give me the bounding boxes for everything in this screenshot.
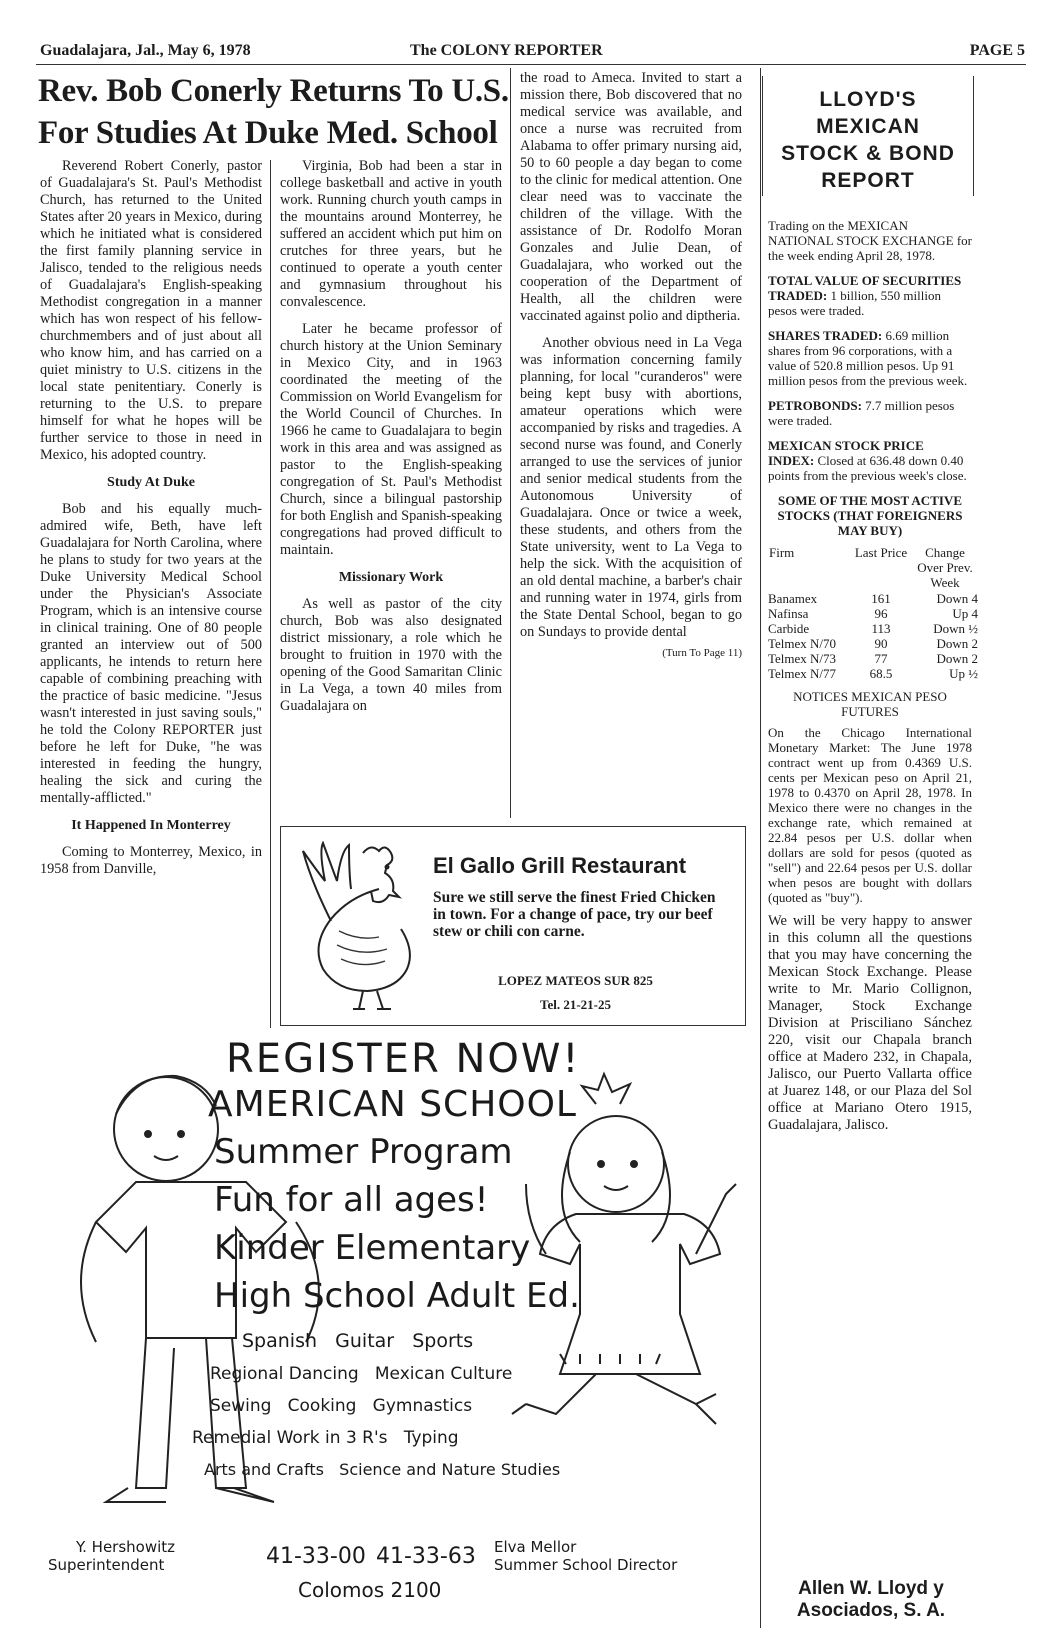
superintendent-name: Y. Hershowitz xyxy=(76,1538,176,1556)
subject-line: Spanish Guitar Sports xyxy=(242,1330,474,1352)
table-row xyxy=(768,666,978,681)
stock-change: Up 4 xyxy=(952,606,978,621)
stock-price: 77 xyxy=(874,651,888,666)
page-number: PAGE 5 xyxy=(969,42,1025,59)
table-row xyxy=(768,651,978,666)
article-paragraph: Bob and his equally much-admired wife, Beth, have left Guadalajara for North Carolina, where he plans to study for two years at the Duke University Medical School under the Physician's Associate Program, which is an intensive course in clinical training. One of 80 people granted an interview out of 500 applicants, he intends to return here capable of combining preaching with the practice of basic medicine. "Jesus wasn't interested in just saving souls," he told the Colony REPORTER just before he left for Duke, "he was interested in feeding the hungry, healing the sick and curing the mentally-afflicted." xyxy=(40,501,262,806)
lloyd-sign-2: Asociados, S. A. xyxy=(796,1600,946,1621)
stock-firm: Banamex xyxy=(768,591,818,606)
lloyd-title-4: REPORT xyxy=(821,169,915,192)
gallo-body: Sure we still serve the finest Fried Chicken in town. For a change of pace, try our beef stew or chili con carne. xyxy=(433,889,716,940)
lloyd-title-box xyxy=(762,76,974,196)
article-paragraph: the road to Ameca. Invited to start a mission there, Bob discovered that no medical service was available, and once a nurse was recruited from Alabama to offer primary nursing aid, 50 to 60 people a day began to come to the clinic for medical attention. One clear need was to vaccinate the children of the village. With the assistance of Dr. Rodolfo Moran Gonzales and Julie Dean, of Guadalajara, who worked out the cooperation of the Department of Health, all the children were vaccinated against polio and diptheria. xyxy=(520,70,742,324)
high-school-adult-ed: High School Adult Ed. xyxy=(214,1276,580,1316)
lloyd-index xyxy=(768,438,972,483)
article-paragraph: Coming to Monterrey, Mexico, in 1958 from Danville, xyxy=(40,844,262,877)
gallo-title: El Gallo Grill Restaurant xyxy=(433,853,687,878)
gallo-phone: Tel. 21-21-25 xyxy=(539,997,612,1012)
lloyd-signature xyxy=(770,1578,972,1622)
table-row xyxy=(768,621,978,636)
column-rule xyxy=(760,68,761,1628)
subhead-missionary-work: Missionary Work xyxy=(338,570,444,585)
register-now: REGISTER NOW! xyxy=(226,1036,581,1082)
school-name: AMERICAN SCHOOL xyxy=(208,1084,577,1125)
article-paragraph: As well as pastor of the city church, Bob was also designated district missionary, a role which he brought to fruition in 1970 with the opening of the Good Samaritan Clinic in La Vega, a town 40 miles from Guadalajara on xyxy=(280,596,502,714)
lloyd-index-head: MEXICAN STOCK PRICE INDEX: xyxy=(768,438,924,468)
article-paragraph: Reverend Robert Conerly, pastor of Guadalajara's St. Paul's Methodist Church, has returned to the United States after 20 years in Mexico, during which he initiated what is considered the first family planning service in Jalisco, tended to the religious needs of Guadalajara's English-speaking Methodist congregation in a manner which has won respect of his fellow-churchmembers and of just about all who know him, and has carried on a quiet ministry to U.S. citizens in the local state penitentiary. Conerly is returning to the U.S. to prepare himself for what he hopes will be further service to those in need in Mexico, his adopted country. xyxy=(40,158,262,463)
stock-change: Up ½ xyxy=(949,666,978,681)
kinder-elementary: Kinder Elementary xyxy=(214,1228,531,1268)
subject-line: Arts and Crafts Science and Nature Studies xyxy=(204,1460,561,1479)
subhead-study-at-duke: Study At Duke xyxy=(107,475,195,490)
column-rule xyxy=(270,160,271,1028)
gallo-address: LOPEZ MATEOS SUR 825 xyxy=(498,973,653,988)
american-school-ad xyxy=(36,1034,756,1634)
stock-change: Down ½ xyxy=(933,621,978,636)
article-paragraph: Later he became professor of church history at the Union Seminary in Mexico City, and in 1963 coordinated the meeting of the Commission on World Evangelism for the World Council of Churches. In 1966 he came to Guadalajara to begin work in this area and was assigned as pastor to the English-speaking congregation of St. Paul's Methodist Church, since a bilingual pastorship for both English and Spanish-speaking congregations had proved difficult to maintain. xyxy=(280,321,502,558)
masthead-rule xyxy=(36,64,1026,65)
lloyd-total-head: TOTAL VALUE OF SECURITIES TRADED: xyxy=(768,273,962,303)
stock-price: 96 xyxy=(874,606,888,621)
lloyd-title-3: STOCK & BOND xyxy=(781,142,955,165)
lloyd-petro-body: 7.7 million pesos were traded. xyxy=(768,398,955,428)
lloyd-intro: Trading on the MEXICAN NATIONAL STOCK EXCHANGE for the week ending April 28, 1978. xyxy=(768,218,973,263)
school-address: Colomos 2100 xyxy=(298,1578,442,1602)
director-name: Elva Mellor xyxy=(494,1538,577,1556)
stock-change: Down 4 xyxy=(936,591,978,606)
lloyd-shares-body: 6.69 million shares from 96 corporations, with a value of 520.8 million pesos. Up 91 million pesos from the previous week. xyxy=(768,328,968,388)
article-paragraph: Another obvious need in La Vega was information concerning family planning, for local "curanderos" were being kept busy with abortions, amateur operations which were accompanied by risks and tragedies. A second nurse was found, and Conerly arranged to use the services of junior and senior medical students from the Autonomous University of Guadalajara. Once or twice a week, these students, and others from the State university, went to La Vega to help the sick. With the acquisition of an old dental machine, a barber's chair and running water in 1974, girls from the State Dental School, began to go on Sundays to provide dental xyxy=(520,335,742,640)
paper-name: The COLONY REPORTER xyxy=(410,42,603,59)
lloyd-report-body xyxy=(768,218,978,1144)
lloyd-index-body: Closed at 636.48 down 0.40 points from the previous week's close. xyxy=(768,453,967,483)
col-change: Change Over Prev. Week xyxy=(917,545,973,590)
subject-line: Remedial Work in 3 R's Typing xyxy=(192,1428,459,1448)
phone-2: 41-33-63 xyxy=(376,1544,476,1569)
col-firm: Firm xyxy=(769,545,795,560)
stock-price: 90 xyxy=(874,636,888,651)
article-paragraph: Virginia, Bob had been a star in college basketball and active in youth work. Running church youth camps in the mountains around Monterrey, he suffered an accident which put him on crutches for three years, but he continued to operate a youth center and gymnasium throughout his convalescence. xyxy=(280,158,502,310)
lloyd-total-body: 1 billion, 550 million pesos were traded. xyxy=(768,288,941,318)
lloyd-notices-head: NOTICES MEXICAN PESO FUTURES xyxy=(793,689,947,719)
lloyd-total xyxy=(768,273,972,318)
lloyd-petro xyxy=(768,398,972,428)
stock-firm: Telmex N/73 xyxy=(768,651,837,666)
director-title: Summer School Director xyxy=(494,1556,678,1574)
stock-firm: Telmex N/70 xyxy=(768,636,837,651)
stock-firm: Nafinsa xyxy=(768,606,809,621)
stock-change: Down 2 xyxy=(936,651,978,666)
lloyd-notices-body: On the Chicago International Monetary Market: The June 1978 contract went up from 0.4369 U.S. cents per Mexican peso on April 21, 1978 to 0.4370 on April 28, 1978. In Mexico there were no changes in the exchange rate, which remained at 22.84 pesos per U.S. dollar when dollars are sold for pesos (quoted as "sell") and 22.64 pesos per U.S. dollar when pesos are bought with dollars (quoted as "buy"). xyxy=(768,725,972,905)
phone-1: 41-33-00 xyxy=(266,1544,366,1569)
lloyd-title-2: MEXICAN xyxy=(816,115,920,138)
lloyd-shares-head: SHARES TRADED: xyxy=(768,328,883,343)
rooster-illustration xyxy=(293,841,443,1013)
stock-price: 113 xyxy=(871,621,891,636)
subject-line: Regional Dancing Mexican Culture xyxy=(210,1364,513,1384)
subhead-monterrey: It Happened In Monterrey xyxy=(71,818,231,833)
column-rule xyxy=(510,68,511,818)
table-row xyxy=(768,606,978,621)
lloyd-active-head: SOME OF THE MOST ACTIVE STOCKS (THAT FOREIGNERS MAY BUY) xyxy=(777,493,963,538)
masthead xyxy=(40,42,1025,64)
lloyd-closing: We will be very happy to answer in this column all the questions that you may have concerning the Mexican Stock Exchange. Please write to Mr. Mario Collignon, Manager, Stock Exchange Division at Prisciliano Sánchez 220, visit our Chapala branch office at Madero 232, in Chapala, Jalisco, our Puerto Vallarta office at Juarez 148, or our Plaza del Sol office at Mariano Otero 1915, Guadalajara, Jalisco. xyxy=(768,913,972,1133)
subject-line: Sewing Cooking Gymnastics xyxy=(210,1396,473,1416)
article-headline xyxy=(38,70,538,154)
stock-table-header xyxy=(768,544,978,591)
summer-program: Summer Program xyxy=(214,1132,513,1172)
headline-line-1: Rev. Bob Conerly Returns To U.S. xyxy=(38,73,509,109)
table-row xyxy=(768,636,978,651)
headline-line-2: For Studies At Duke Med. School xyxy=(38,115,498,151)
stock-table xyxy=(768,544,978,681)
stock-firm: Carbide xyxy=(768,621,810,636)
stock-price: 161 xyxy=(871,591,891,606)
superintendent-title: Superintendent xyxy=(48,1556,165,1574)
stock-firm: Telmex N/77 xyxy=(768,666,837,681)
col-price: Last Price xyxy=(854,545,908,560)
fun-for-all-ages: Fun for all ages! xyxy=(214,1180,489,1220)
stock-change: Down 2 xyxy=(936,636,978,651)
lloyd-shares xyxy=(768,328,972,388)
lloyd-title-1: LLOYD'S xyxy=(819,88,917,111)
table-row xyxy=(768,591,978,606)
article-column-1 xyxy=(40,158,262,888)
stock-price: 68.5 xyxy=(869,666,893,681)
lloyd-petro-head: PETROBONDS: xyxy=(768,398,862,413)
gallo-grill-ad xyxy=(280,826,746,1026)
article-column-2 xyxy=(280,158,502,725)
jump-line: (Turn To Page 11) xyxy=(662,647,742,659)
article-column-3 xyxy=(520,70,742,662)
dateline: Guadalajara, Jal., May 6, 1978 xyxy=(40,42,251,59)
lloyd-sign-1: Allen W. Lloyd y xyxy=(798,1578,944,1599)
